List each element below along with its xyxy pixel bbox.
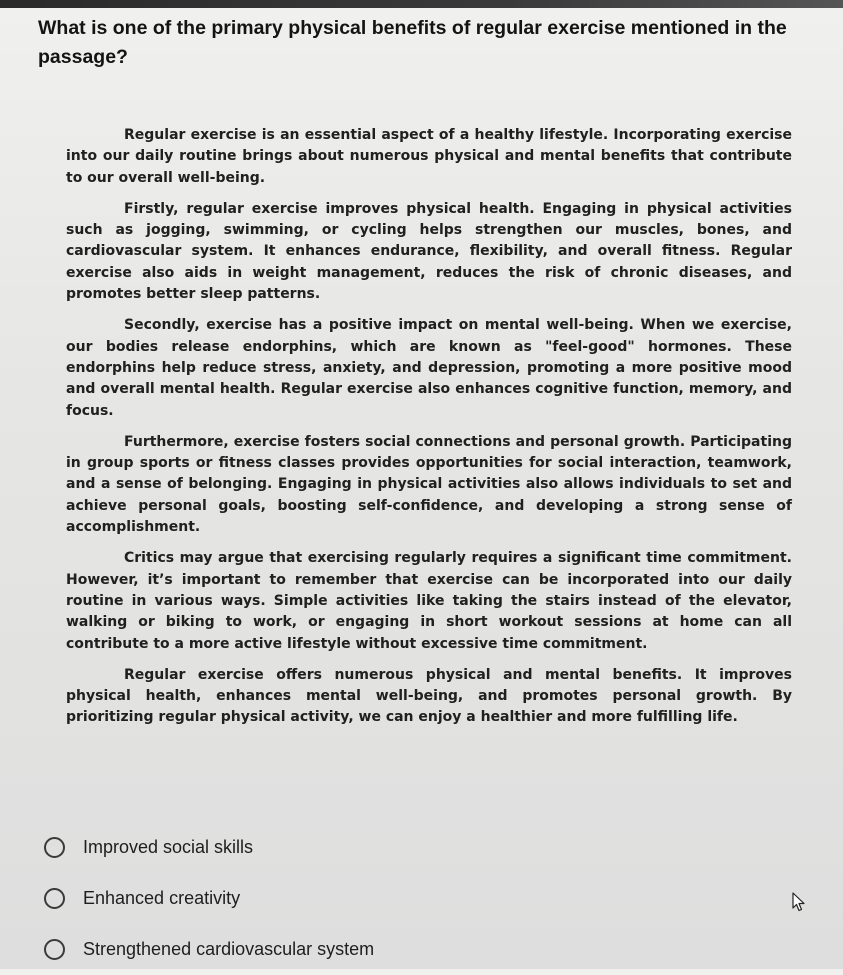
radio-unchecked-icon[interactable] xyxy=(44,837,65,858)
answer-option-creativity[interactable] xyxy=(40,873,640,924)
reading-passage xyxy=(66,125,792,739)
mouse-pointer-icon xyxy=(792,892,806,912)
passage-paragraph: Furthermore, exercise fosters social connections and personal growth. Participating in group sports or fitness classes provides opportunities for social interaction, teamwork, and a sense of belonging. Engaging in physical activities also allows individuals to set and achieve personal goals, boosting self-confidence, and developing a strong sense of accomplishment. xyxy=(66,433,792,536)
passage-paragraph: Regular exercise is an essential aspect of a healthy lifestyle. Incorporating exercise into our daily routine brings about numerous physical and mental benefits that contribute to our overall well-being. xyxy=(66,127,792,186)
screen-top-edge xyxy=(0,0,843,8)
question-text: What is one of the primary physical benefits of regular exercise mentioned in the passage? xyxy=(38,17,787,68)
passage-paragraph: Secondly, exercise has a positive impact on mental well-being. When we exercise, our bodies release endorphins, which are known as "feel-good" hormones. These endorphins help reduce stress, anxiety, and depression, promoting a more positive mood and overall mental health. Regular exercise also enhances cognitive function, memory, and focus. xyxy=(66,317,792,419)
answer-options xyxy=(40,822,640,975)
passage-paragraph: Firstly, regular exercise improves physical health. Engaging in physical activities such as jogging, swimming, or cycling helps strengthen our muscles, bones, and cardiovascular system. It enhances endurance, flexibility, and overall fitness. Regular exercise also aids in weight management, reduces the risk of chronic diseases, and promotes better sleep patterns. xyxy=(66,200,792,303)
radio-unchecked-icon[interactable] xyxy=(44,888,65,909)
answer-option-cardiovascular[interactable] xyxy=(40,924,640,975)
answer-option-label[interactable]: Enhanced creativity xyxy=(83,888,241,908)
answer-option-label[interactable]: Improved social skills xyxy=(83,837,254,857)
answer-option-social-skills[interactable] xyxy=(40,822,640,873)
passage-paragraph: Critics may argue that exercising regularly requires a significant time commitment. However, it’s important to remember that exercise can be incorporated into our daily routine in various ways. Simple activities like taking the stairs instead of the elevator, walking or biking to work, or engaging in short workout sessions at home can all contribute to a more active lifestyle without excessive time commitment. xyxy=(66,550,792,652)
radio-unchecked-icon[interactable] xyxy=(44,939,65,960)
passage-paragraph: Regular exercise offers numerous physical and mental benefits. It improves physical health, enhances mental well-being, and promotes personal growth. By prioritizing regular physical activity, we can enjoy a healthier and more fulfilling life. xyxy=(66,666,792,726)
answer-option-label[interactable]: Strengthened cardiovascular system xyxy=(83,939,375,959)
